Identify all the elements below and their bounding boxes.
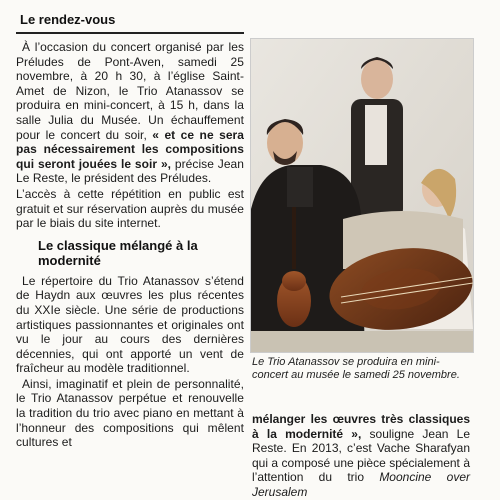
intro-paragraph: [16, 40, 244, 186]
right-title: Mooncine over Jerusalem: [252, 470, 470, 499]
intro-attribution: précise Jean Le Reste, le président des Préludes.: [16, 156, 245, 186]
section-title: Le rendez-vous: [20, 12, 116, 27]
intro-text: À l’occasion du concert organisé par les Préludes de Pont-Aven, samedi 25 novembre, à 20 h 30, à l’église Saint-Amet de Nizon, le Trio Atanassov se produira en mini-concert, à 15 h, dans la salle Julia du Musée. Un échauffement pour le concert du soir,: [16, 40, 244, 142]
repertoire-paragraph: Le répertoire du Trio Atanassov s’étend de Haydn aux œuvres les plus récentes du XXIe siècle. Une série de productions artistiques passionnantes et originales ont vu le jour au cours des dernières décennies, qui ont apporté un vent de fraîcheur au modèle traditionnel.: [16, 273, 244, 376]
right-column: [252, 412, 470, 500]
tradition-paragraph: Ainsi, imaginatif et plein de personnalité, le Trio Atanassov perpétue et renouvelle la tradition du trio avec piano en mettant à l’honneur des compositions qui mêlent cultures et: [16, 376, 244, 450]
trio-photo-image: [251, 39, 473, 352]
left-column: [16, 0, 244, 450]
trio-photo: [250, 38, 474, 353]
photo-caption: Le Trio Atanassov se produira en mini-concert au musée le samedi 25 novembre.: [252, 356, 460, 382]
intro-quote: « et ce ne sera pas nécessairement les compositions qui seront jouées le soir »,: [16, 127, 244, 171]
section-divider: [16, 32, 244, 34]
article-subheading: Le classique mélangé à la modernité: [38, 237, 198, 268]
right-quote: mélanger les œuvres très classiques à la modernité »,: [252, 412, 470, 441]
access-paragraph: L’accès à cette répétition en public est gratuit et sur réservation auprès du musée par le biais du site internet.: [16, 186, 244, 231]
right-text: souligne Jean Le Reste. En 2013, c’est Vache Sharafyan qui a composé une pièce spécialement à l’attention du trio: [252, 426, 470, 485]
